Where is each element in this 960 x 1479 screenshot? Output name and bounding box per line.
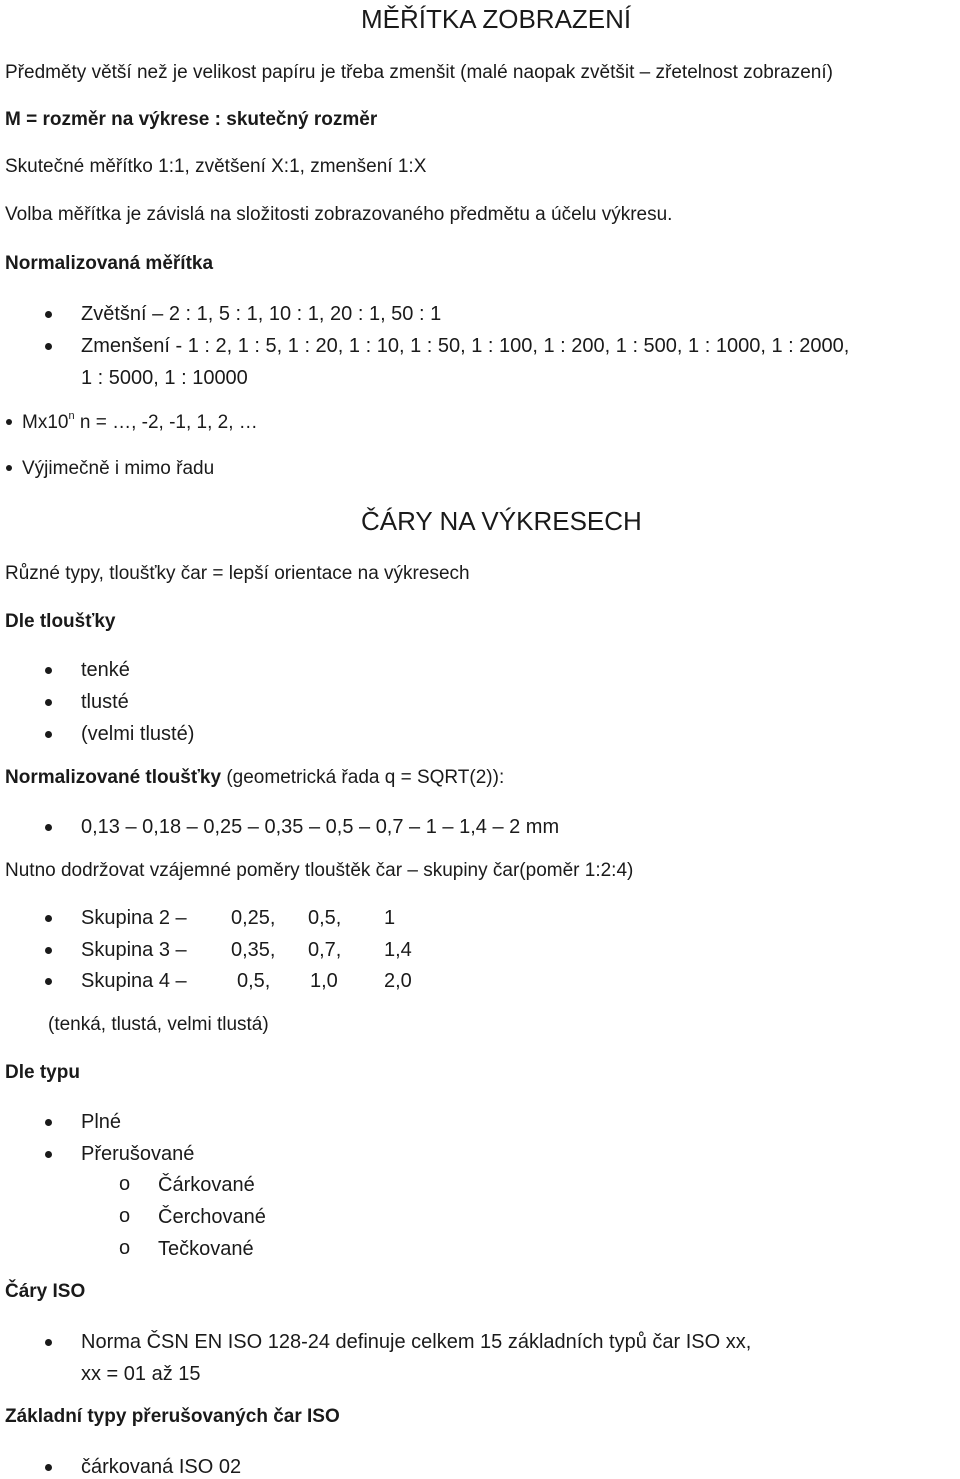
list-item-solid: Plné <box>81 1111 122 1133</box>
group-value: 2,0 <box>384 970 412 992</box>
bullet-icon <box>45 343 52 350</box>
bullet-icon <box>45 1151 52 1158</box>
groups-note: (tenká, tlustá, velmi tlustá) <box>48 1014 269 1035</box>
bullet-icon <box>6 419 12 425</box>
paragraph-line-intro: Různé typy, tloušťky čar = lepší orientace na výkresech <box>5 563 470 584</box>
bullet-icon <box>45 1339 52 1346</box>
list-item-reduce: Zmenšení - 1 : 2, 1 : 5, 1 : 20, 1 : 10, 1 : 50, 1 : 100, 1 : 200, 1 : 500, 1 : 1000, 1 : 2000, <box>81 335 850 357</box>
bullet-icon <box>45 978 52 985</box>
heading-normalized-scales: Normalizovaná měřítka <box>5 253 214 274</box>
paragraph-ratio-note: Nutno dodržovat vzájemné poměry tlouštěk čar – skupiny čar(poměr 1:2:4) <box>5 860 634 881</box>
list-item-iso-norm-cont: xx = 01 až 15 <box>81 1363 201 1385</box>
paragraph-intro: Předměty větší než je velikost papíru je třeba zmenšit (malé naopak zvětšit – zřetelnost zobrazení) <box>5 62 833 83</box>
group-value: 0,5, <box>237 970 271 992</box>
bullet-icon <box>45 311 52 318</box>
group-value: 1 <box>384 907 396 929</box>
list-item-dash-dot: Čerchované <box>158 1206 266 1228</box>
bullet-icon <box>45 1119 52 1126</box>
bullet-icon <box>6 465 12 471</box>
list-item-iso-norm: Norma ČSN EN ISO 128-24 definuje celkem 15 základních typů čar ISO xx, <box>81 1331 752 1353</box>
sub-bullet-icon: o <box>119 1237 131 1259</box>
list-item-mx: Mx10$^n$ n = …, -2, -1, 1, 2, … <box>22 410 258 433</box>
bullet-icon <box>45 915 52 922</box>
group-name: Skupina 3 – <box>81 939 187 961</box>
list-item-exception: Výjimečně i mimo řadu <box>22 458 215 479</box>
bullet-icon <box>45 731 52 738</box>
heading-by-thickness: Dle tloušťky <box>5 611 116 632</box>
list-item-reduce-cont: 1 : 5000, 1 : 10000 <box>81 367 248 389</box>
group-value: 0,5, <box>308 907 342 929</box>
sub-bullet-icon: o <box>119 1173 131 1195</box>
list-item-very-thick: (velmi tlusté) <box>81 723 195 745</box>
section-title-lines: ČÁRY NA VÝKRESECH <box>361 506 642 536</box>
heading-iso-lines: Čáry ISO <box>5 1281 86 1302</box>
list-item-dotted: Tečkované <box>158 1238 254 1260</box>
list-item-thickness-values: 0,13 – 0,18 – 0,25 – 0,35 – 0,5 – 0,7 – 1 – 1,4 – 2 mm <box>81 816 560 838</box>
paragraph-scale-types: Skutečné měřítko 1:1, zvětšení X:1, zmenšení 1:X <box>5 156 427 177</box>
bullet-icon <box>45 1464 52 1471</box>
group-value: 1,4 <box>384 939 412 961</box>
list-item-thin: tenké <box>81 659 130 681</box>
group-name: Skupina 2 – <box>81 907 187 929</box>
heading-basic-interrupted: Základní typy přerušovaných čar ISO <box>5 1406 340 1427</box>
group-value: 0,25, <box>231 907 276 929</box>
paragraph-normalized-thickness: Normalizované tloušťky (geometrická řada q = SQRT(2)): <box>5 767 505 788</box>
list-item-interrupted: Přerušované <box>81 1143 195 1165</box>
group-value: 0,7, <box>308 939 342 961</box>
group-value: 0,35, <box>231 939 276 961</box>
bullet-icon <box>45 667 52 674</box>
heading-by-type: Dle typu <box>5 1062 80 1083</box>
list-item-enlarge: Zvětšní – 2 : 1, 5 : 1, 10 : 1, 20 : 1, 50 : 1 <box>81 303 442 325</box>
sub-bullet-icon: o <box>119 1205 131 1227</box>
page-title: MĚŘÍTKA ZOBRAZENÍ <box>361 4 632 34</box>
group-name: Skupina 4 – <box>81 970 187 992</box>
paragraph-choice: Volba měřítka je závislá na složitosti zobrazovaného předmětu a účelu výkresu. <box>5 204 673 225</box>
bullet-icon <box>45 947 52 954</box>
list-item-iso02: čárkovaná ISO 02 <box>81 1456 242 1478</box>
list-item-dashed: Čárkované <box>158 1174 255 1196</box>
bullet-icon <box>45 824 52 831</box>
bullet-icon <box>45 699 52 706</box>
list-item-thick: tlusté <box>81 691 129 713</box>
paragraph-formula: M = rozměr na výkrese : skutečný rozměr <box>5 109 378 130</box>
group-value: 1,0 <box>310 970 338 992</box>
